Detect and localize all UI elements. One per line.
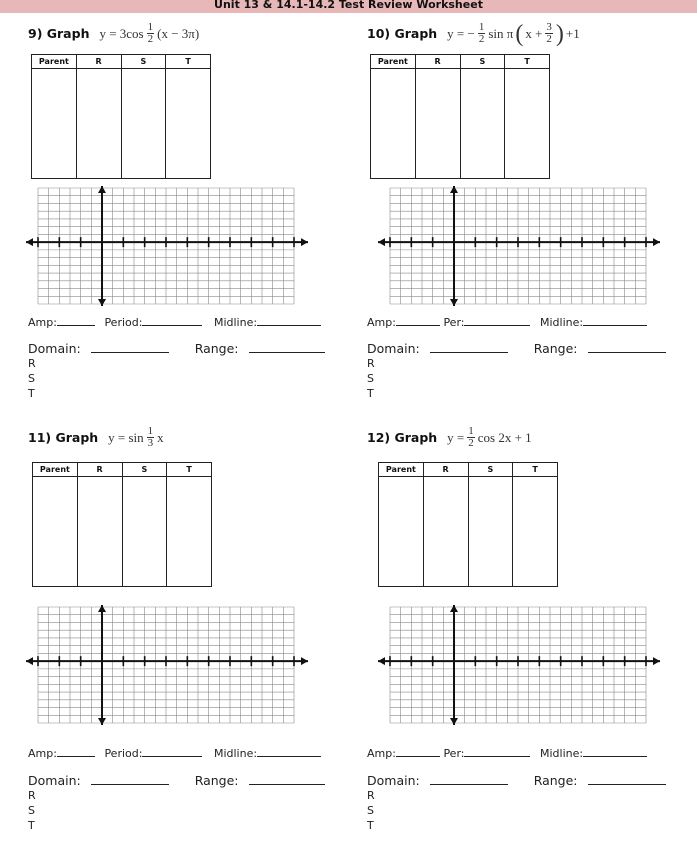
problem-11-domain-row: Domain: Range: bbox=[28, 773, 325, 788]
col-t: T bbox=[167, 463, 212, 477]
cell[interactable] bbox=[33, 477, 78, 587]
problem-label: 10) Graph bbox=[367, 25, 438, 41]
problem-11-amp-row: Amp: Period: Midline: bbox=[28, 747, 321, 760]
problem-10-rst: R S T bbox=[367, 357, 375, 400]
problem-9-heading bbox=[28, 22, 199, 45]
cell[interactable] bbox=[423, 477, 468, 587]
cell[interactable] bbox=[166, 69, 211, 179]
problem-11-graph-grid[interactable] bbox=[26, 605, 308, 725]
problem-11-table bbox=[32, 462, 212, 587]
problem-9-graph-grid[interactable] bbox=[26, 186, 308, 306]
problem-12-graph-grid[interactable] bbox=[378, 605, 660, 725]
problem-10-heading bbox=[367, 22, 580, 45]
equation: y = $\frac{1}{2}$ cos 2x + 1 bbox=[447, 425, 532, 449]
y-axis-bottom-arrow bbox=[98, 299, 106, 306]
y-axis-top-arrow bbox=[450, 186, 458, 193]
coordinate-grid-svg bbox=[378, 605, 660, 725]
cell[interactable] bbox=[77, 477, 122, 587]
cell[interactable] bbox=[76, 69, 121, 179]
x-axis-right-arrow bbox=[653, 657, 660, 665]
problem-10-table bbox=[370, 54, 550, 179]
col-parent: Parent bbox=[371, 55, 416, 69]
x-axis-right-arrow bbox=[301, 238, 308, 246]
problem-9-rst: R S T bbox=[28, 357, 36, 400]
coordinate-grid-svg bbox=[26, 186, 308, 306]
cell[interactable] bbox=[167, 477, 212, 587]
y-axis-bottom-arrow bbox=[450, 299, 458, 306]
cell[interactable] bbox=[415, 69, 460, 179]
worksheet-title: Unit 13 & 14.1-14.2 Test Review Worksheet bbox=[214, 0, 483, 11]
equation: y = − $\frac{1}{2}$ sin π ( x + $\frac{3}{2}$ ) +1 bbox=[447, 20, 580, 47]
cell[interactable] bbox=[505, 69, 550, 179]
col-r: R bbox=[423, 463, 468, 477]
x-axis-left-arrow bbox=[378, 238, 385, 246]
col-s: S bbox=[460, 55, 505, 69]
problem-label: 12) Graph bbox=[367, 429, 438, 445]
cell[interactable] bbox=[371, 69, 416, 179]
problem-12-heading bbox=[367, 426, 532, 449]
problem-12-rst: R S T bbox=[367, 789, 375, 832]
x-axis-left-arrow bbox=[26, 238, 33, 246]
problem-label: 11) Graph bbox=[28, 429, 99, 445]
problem-12-table bbox=[378, 462, 558, 587]
equation: y = 3cos $\frac{1}{2}$ (x − 3π) bbox=[99, 21, 200, 45]
problem-10-graph-grid[interactable] bbox=[378, 186, 660, 306]
cell[interactable] bbox=[460, 69, 505, 179]
x-axis-left-arrow bbox=[26, 657, 33, 665]
col-parent: Parent bbox=[32, 55, 77, 69]
problem-12-amp-row: Amp: Per: Midline: bbox=[367, 747, 647, 760]
problem-9-amp-row: Amp: Period: Midline: bbox=[28, 316, 321, 329]
cell[interactable] bbox=[122, 477, 167, 587]
problem-label: 9) Graph bbox=[28, 25, 90, 41]
col-t: T bbox=[513, 463, 558, 477]
cell[interactable] bbox=[513, 477, 558, 587]
coordinate-grid-svg bbox=[378, 186, 660, 306]
cell[interactable] bbox=[121, 69, 166, 179]
x-axis-left-arrow bbox=[378, 657, 385, 665]
y-axis-bottom-arrow bbox=[98, 718, 106, 725]
problem-11-rst: R S T bbox=[28, 789, 36, 832]
x-axis-right-arrow bbox=[301, 657, 308, 665]
y-axis-bottom-arrow bbox=[450, 718, 458, 725]
y-axis-top-arrow bbox=[98, 186, 106, 193]
col-s: S bbox=[122, 463, 167, 477]
cell[interactable] bbox=[468, 477, 513, 587]
problem-10-domain-row: Domain: Range: bbox=[367, 341, 666, 356]
col-t: T bbox=[505, 55, 550, 69]
col-r: R bbox=[415, 55, 460, 69]
coordinate-grid-svg bbox=[26, 605, 308, 725]
problem-12-domain-row: Domain: Range: bbox=[367, 773, 666, 788]
col-t: T bbox=[166, 55, 211, 69]
col-parent: Parent bbox=[379, 463, 424, 477]
y-axis-top-arrow bbox=[450, 605, 458, 612]
cell[interactable] bbox=[379, 477, 424, 587]
equation: y = sin $\frac{1}{3}$ x bbox=[108, 425, 164, 449]
col-s: S bbox=[468, 463, 513, 477]
problem-9-domain-row: Domain: Range: bbox=[28, 341, 325, 356]
problem-9-table bbox=[31, 54, 211, 179]
col-s: S bbox=[121, 55, 166, 69]
y-axis-top-arrow bbox=[98, 605, 106, 612]
x-axis-right-arrow bbox=[653, 238, 660, 246]
col-r: R bbox=[77, 463, 122, 477]
col-parent: Parent bbox=[33, 463, 78, 477]
col-r: R bbox=[76, 55, 121, 69]
cell[interactable] bbox=[32, 69, 77, 179]
problem-10-amp-row: Amp: Per: Midline: bbox=[367, 316, 647, 329]
problem-11-heading bbox=[28, 426, 164, 449]
